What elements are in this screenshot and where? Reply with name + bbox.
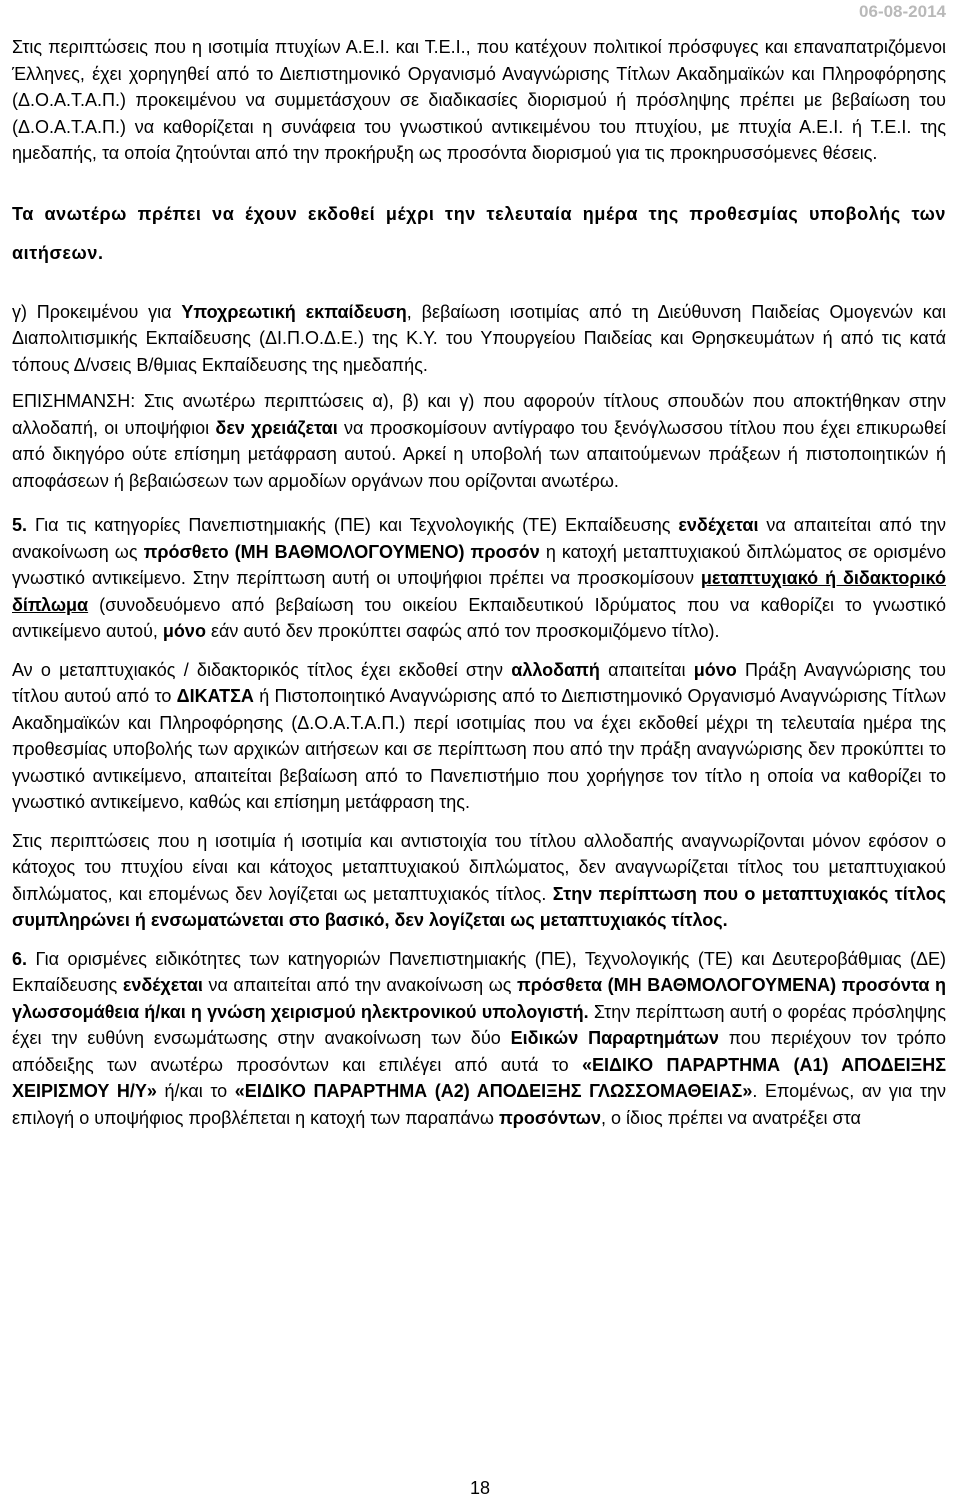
- bold-span: προσόντων: [498, 1107, 601, 1128]
- deadline-note-text: Τα ανωτέρω πρέπει να έχουν εκδοθεί μέχρι την τελευταία ημέρα της προθεσμίας υποβολής των αιτήσεων.: [12, 203, 946, 263]
- text-span: ή/και το: [156, 1081, 235, 1101]
- text-span: η κατοχή μεταπτυχιακού διπλώματος σε ορισμένο γνωστικό αντικείμενο. Στην περίπτωση αυτή οι υποψήφιοι πρέπει να προσκομίσουν: [12, 541, 946, 588]
- paragraph-recognition-refugees: Στις περιπτώσεις που η ισοτιμία πτυχίων Α.Ε.Ι. και Τ.Ε.Ι., που κατέχουν πολιτικοί πρόσφυγες και επαναπατριζόμενοι Έλληνες, έχει χορηγηθεί από το Διεπιστημονικό Οργανισμό Αναγνώρισης Τίτλων Ακαδημαϊκών και Πληροφόρησης (Δ.Ο.Α.Τ.Α.Π.) προκειμένου να συμμετάσχουν σε διαδικασίες διορισμού ή πρόσληψης πρέπει με βεβαίωση του (Δ.Ο.Α.Τ.Α.Π.) να καθορίζεται η συνάφεια του γνωστικού αντικειμένου του πτυχίου, με πτυχία Α.Ε.Ι. ή Τ.Ε.Ι. της ημεδαπής, τα οποία ζητούνται από την προκήρυξη ως προσόντα διορισμού για τις προκηρυσσόμενες θέσεις.: [12, 37, 946, 163]
- document-body: [12, 34, 946, 1131]
- text-span: ή Πιστοποιητικό Αναγνώρισης από το Διεπιστημονικό Οργανισμό Αναγνώρισης Τίτλων Ακαδημαϊκών και Πληροφόρησης (Δ.Ο.Α.Τ.Α.Π.) περί ισοτιμίας που να έχει εκδοθεί μέχρι τη τελευταία ημέρα της προθεσμίας υποβολής των αρχικών αιτήσεων και σε περίπτωση που από την πράξη αναγνώρισης δεν προκύπτει το γνωστικό αντικείμενο, απαιτείται βεβαίωση από το Πανεπιστήμιο που χορήγησε τον τίτλο η οποία να καθορίζει το γνωστικό αντικείμενο, καθώς και επίσημη μετάφραση της.: [12, 686, 947, 812]
- text-span: Για ορισμένες ειδικότητες των κατηγοριών Πανεπιστημιακής (ΠΕ), Τεχνολογικής (ΤΕ) και Δευτεροβάθμιας (ΔΕ) Εκπαίδευσης: [12, 948, 946, 995]
- bold-span: πρόσθετο (ΜΗ ΒΑΘΜΟΛΟΓΟΥΜΕΝΟ) προσόν: [143, 541, 540, 562]
- text-span: εάν αυτό δεν προκύπτει σαφώς από τον προσκομιζόμενο τίτλο).: [205, 621, 720, 641]
- text-span: , ο ίδιος πρέπει να ανατρέξει στα: [600, 1107, 861, 1128]
- text-span: ΕΠΙΣΗΜΑΝΣΗ: Στις ανωτέρω περιπτώσεις α), β) και γ) που αφορούν τίτλους σπουδών που αποκτήθηκαν στην αλλοδαπή, οι υποψήφιοι: [12, 391, 946, 438]
- document-date: 06-08-2014: [859, 2, 946, 21]
- bold-span: μόνο: [693, 659, 737, 680]
- bold-underline-span: μεταπτυχιακό ή διδακτορικό δίπλωμα: [12, 568, 946, 615]
- text-span: Για τις κατηγορίες Πανεπιστημιακής (ΠΕ) και Τεχνολογικής (ΤΕ) Εκπαίδευσης: [27, 515, 679, 535]
- text-span: να απαιτείται από την ανακοίνωση ως: [12, 515, 946, 562]
- compulsory-education-bold: Υποχρεωτική εκπαίδευση: [181, 301, 407, 322]
- text-span: Στις περιπτώσεις που η ισοτιμία ή ισοτιμία και αντιστοιχία του τίτλου αλλοδαπής αναγνωρίζονται μόνον εφόσον ο κάτοχος του πτυχίου είναι και κάτοχος μεταπτυχιακού διπλώματος, δεν αναγνωρίζεται τίτλος του μεταπτυχιακού διπλώματος, και επομένως δεν λογίζεται ως μεταπτυχιακός τίτλος.: [12, 830, 946, 904]
- paragraph-foreign-degree: [12, 657, 946, 816]
- text-span: απαιτείται: [599, 659, 694, 680]
- paragraph-equivalence: [12, 828, 946, 934]
- bold-span: ΔΙΚΑΤΣΑ: [176, 686, 254, 706]
- bold-span: «ΕΙΔΙΚΟ ΠΑΡΑΡΤΗΜΑ (Α2) ΑΠΟΔΕΙΞΗΣ ΓΛΩΣΣΟΜΑΘΕΙΑΣ»: [234, 1081, 753, 1101]
- paragraph-section-6: [12, 946, 946, 1132]
- not-required-bold: δεν χρειάζεται: [215, 417, 338, 438]
- bold-span: ενδέχεται: [122, 975, 203, 995]
- bold-span: «ΕΙΔΙΚΟ ΠΑΡΑΡΤΗΜΑ (Α1) ΑΠΟΔΕΙΞΗΣ ΧΕΙΡΙΣΜΟΥ Η/Υ»: [12, 1054, 947, 1101]
- page-number: 18: [469, 1478, 491, 1498]
- paragraph-deadline-note: [12, 195, 946, 273]
- paragraph-notice: [12, 388, 946, 494]
- section-number-6: 6.: [12, 948, 28, 969]
- text-span: Στην περίπτωση αυτή ο φορέας πρόσληψης έχει την ευθύνη ενσωμάτωσης στην ανακοίνωση των δύο: [12, 1001, 946, 1048]
- bold-span: Ειδικών Παραρτημάτων: [510, 1028, 719, 1048]
- text-span: (συνοδευόμενο από βεβαίωση του οικείου Εκπαιδευτικού Ιδρύματος που να καθορίζει το γνωστικό αντικείμενο αυτού,: [12, 594, 946, 641]
- bold-span: πρόσθετα (ΜΗ ΒΑΘΜΟΛΟΓΟΥΜΕΝΑ) προσόντα η γλωσσομάθεια ή/και η γνώση χειρισμού ηλεκτρονικού υπολογιστή.: [12, 975, 946, 1022]
- text-span: να προσκομίσουν αντίγραφο του ξενόγλωσσου τίτλου που έχει επικυρωθεί από δικηγόρο ούτε επίσημη μετάφραση αυτού. Αρκεί η υποβολή των απαιτούμενων πράξεων ή πιστοποιητικών ή αποφάσεων ή βεβαιώσεων των αρμοδίων οργάνων που ορίζονται ανωτέρω.: [12, 417, 946, 491]
- text-span: . Επομένως, αν για την επιλογή ο υποψήφιος προβλέπεται η κατοχή των παραπάνω: [12, 1081, 946, 1128]
- section-number-5: 5.: [12, 515, 28, 535]
- text-span: Πράξη Αναγνώρισης του τίτλου αυτού από το: [12, 659, 947, 706]
- text-span: που περιέχουν τον τρόπο απόδειξης των ανωτέρω προσόντων και επιλέγει από αυτά το: [12, 1028, 946, 1075]
- bold-span: Στην περίπτωση που ο μεταπτυχιακός τίτλος συμπληρώνει ή ενσωματώνεται στο βασικό, δεν λογίζεται ως μεταπτυχιακός τίτλος.: [12, 883, 946, 930]
- text-span: γ) Προκειμένου για: [12, 301, 182, 322]
- paragraph-compulsory-education: [12, 299, 946, 379]
- text-span: , βεβαίωση ισοτιμίας από τη Διεύθυνση Παιδείας Ομογενών και Διαπολιτισμικής Εκπαίδευσης (ΔΙ.Π.Ο.Δ.Ε.) της Κ.Υ. του Υπουργείου Παιδείας και Θρησκευμάτων ή από τις κατά τόπους Δ/νσεις Β/θμιας Εκπαίδευσης της ημεδαπής.: [12, 301, 946, 375]
- bold-span: ενδέχεται: [678, 515, 759, 535]
- text-span: Αν ο μεταπτυχιακός / διδακτορικός τίτλος έχει εκδοθεί στην: [12, 659, 512, 680]
- bold-span: μόνο: [162, 621, 206, 641]
- text-span: να απαιτείται από την ανακοίνωση ως: [202, 975, 518, 995]
- paragraph-section-5: [12, 512, 946, 645]
- bold-span: αλλοδαπή: [511, 659, 600, 680]
